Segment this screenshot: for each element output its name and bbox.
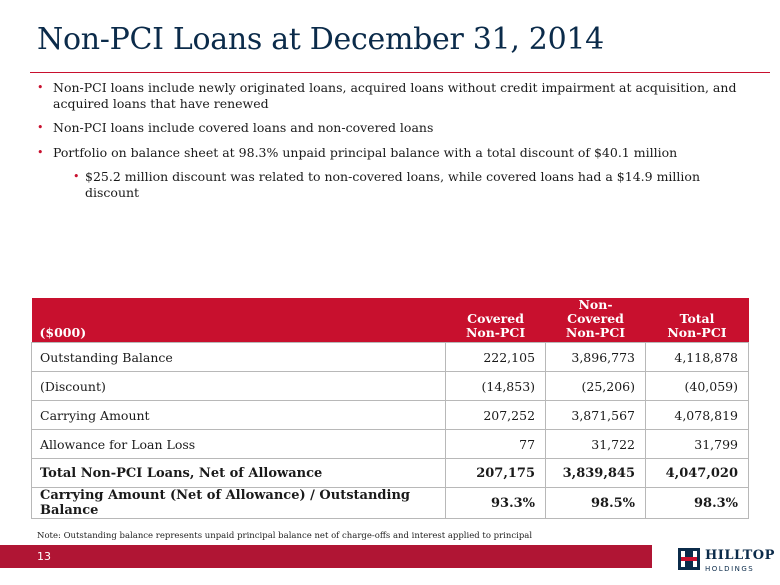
header-line: Non-PCI — [667, 325, 727, 340]
bullet-item — [37, 145, 737, 161]
company-logo — [678, 545, 778, 575]
header-line: Non-Covered — [567, 297, 624, 326]
cell-non-covered: 3,839,845 — [546, 459, 646, 488]
table-row — [32, 372, 749, 401]
bullet-item — [37, 80, 737, 111]
bullet-text: Portfolio on balance sheet at 98.3% unpaid principal balance with a total discount of $40.1 million — [53, 144, 678, 160]
bullet-dot-icon: • — [37, 145, 44, 159]
bullet-dot-icon: • — [73, 170, 80, 183]
cell-total: 4,078,819 — [646, 401, 749, 430]
cell-total: (40,059) — [646, 372, 749, 401]
bullet-text: Non-PCI loans include covered loans and non-covered loans — [53, 120, 434, 135]
header-line: Covered — [467, 311, 524, 326]
bullet-text: $25.2 million discount was related to non-covered loans, while covered loans had a $14.9 million discount — [85, 169, 700, 200]
bullet-text: Non-PCI loans include newly originated loans, acquired loans without credit impairment at acquisition, and acquired loans that have renewed — [53, 80, 737, 111]
row-label: (Discount) — [32, 372, 446, 401]
logo-subtext: HOLDINGS — [705, 565, 755, 573]
table-row-ratio — [32, 488, 749, 519]
bullet-dot-icon: • — [37, 81, 44, 94]
logo-text: HILLTOP — [705, 548, 775, 563]
cell-total: 98.3% — [646, 488, 749, 519]
table-row — [32, 430, 749, 459]
footer-bar — [0, 545, 652, 568]
row-label: Allowance for Loan Loss — [32, 430, 446, 459]
row-label: Carrying Amount (Net of Allowance) / Outstanding Balance — [32, 488, 446, 519]
cell-covered: (14,853) — [446, 372, 546, 401]
title-divider — [30, 72, 770, 73]
bullet-list — [37, 80, 737, 209]
header-line: Non-PCI — [565, 325, 626, 340]
bullet-dot-icon: • — [37, 121, 44, 134]
sub-bullet-item — [73, 169, 737, 200]
footnote: Note: Outstanding balance represents unpaid principal balance net of charge-offs and interest applied to principal — [37, 531, 533, 541]
table-header-row — [32, 298, 749, 343]
cell-total: 31,799 — [646, 430, 749, 459]
cell-covered: 222,105 — [446, 343, 546, 372]
cell-non-covered: 98.5% — [546, 488, 646, 519]
header-total — [646, 298, 749, 343]
row-label: Outstanding Balance — [32, 343, 446, 372]
bullet-item — [37, 120, 737, 136]
cell-non-covered: (25,206) — [546, 372, 646, 401]
cell-covered: 77 — [446, 430, 546, 459]
cell-covered: 207,175 — [446, 459, 546, 488]
cell-non-covered: 3,896,773 — [546, 343, 646, 372]
table-row — [32, 401, 749, 430]
row-label: Carrying Amount — [32, 401, 446, 430]
cell-covered: 207,252 — [446, 401, 546, 430]
non-pci-loans-table — [31, 298, 749, 519]
page-title: Non-PCI Loans at December 31, 2014 — [37, 22, 604, 57]
header-covered — [446, 298, 546, 343]
header-line: Total — [679, 311, 715, 326]
row-label: Total Non-PCI Loans, Net of Allowance — [32, 459, 446, 488]
header-units: ($000) — [32, 298, 446, 343]
cell-total: 4,047,020 — [646, 459, 749, 488]
cell-non-covered: 31,722 — [546, 430, 646, 459]
table-row-total — [32, 459, 749, 488]
hilltop-logo-icon — [678, 548, 700, 570]
table-row — [32, 343, 749, 372]
page-number: 13 — [37, 550, 51, 563]
cell-covered: 93.3% — [446, 488, 546, 519]
header-line: Non-PCI — [465, 325, 526, 340]
header-non-covered — [546, 298, 646, 343]
cell-non-covered: 3,871,567 — [546, 401, 646, 430]
cell-total: 4,118,878 — [646, 343, 749, 372]
